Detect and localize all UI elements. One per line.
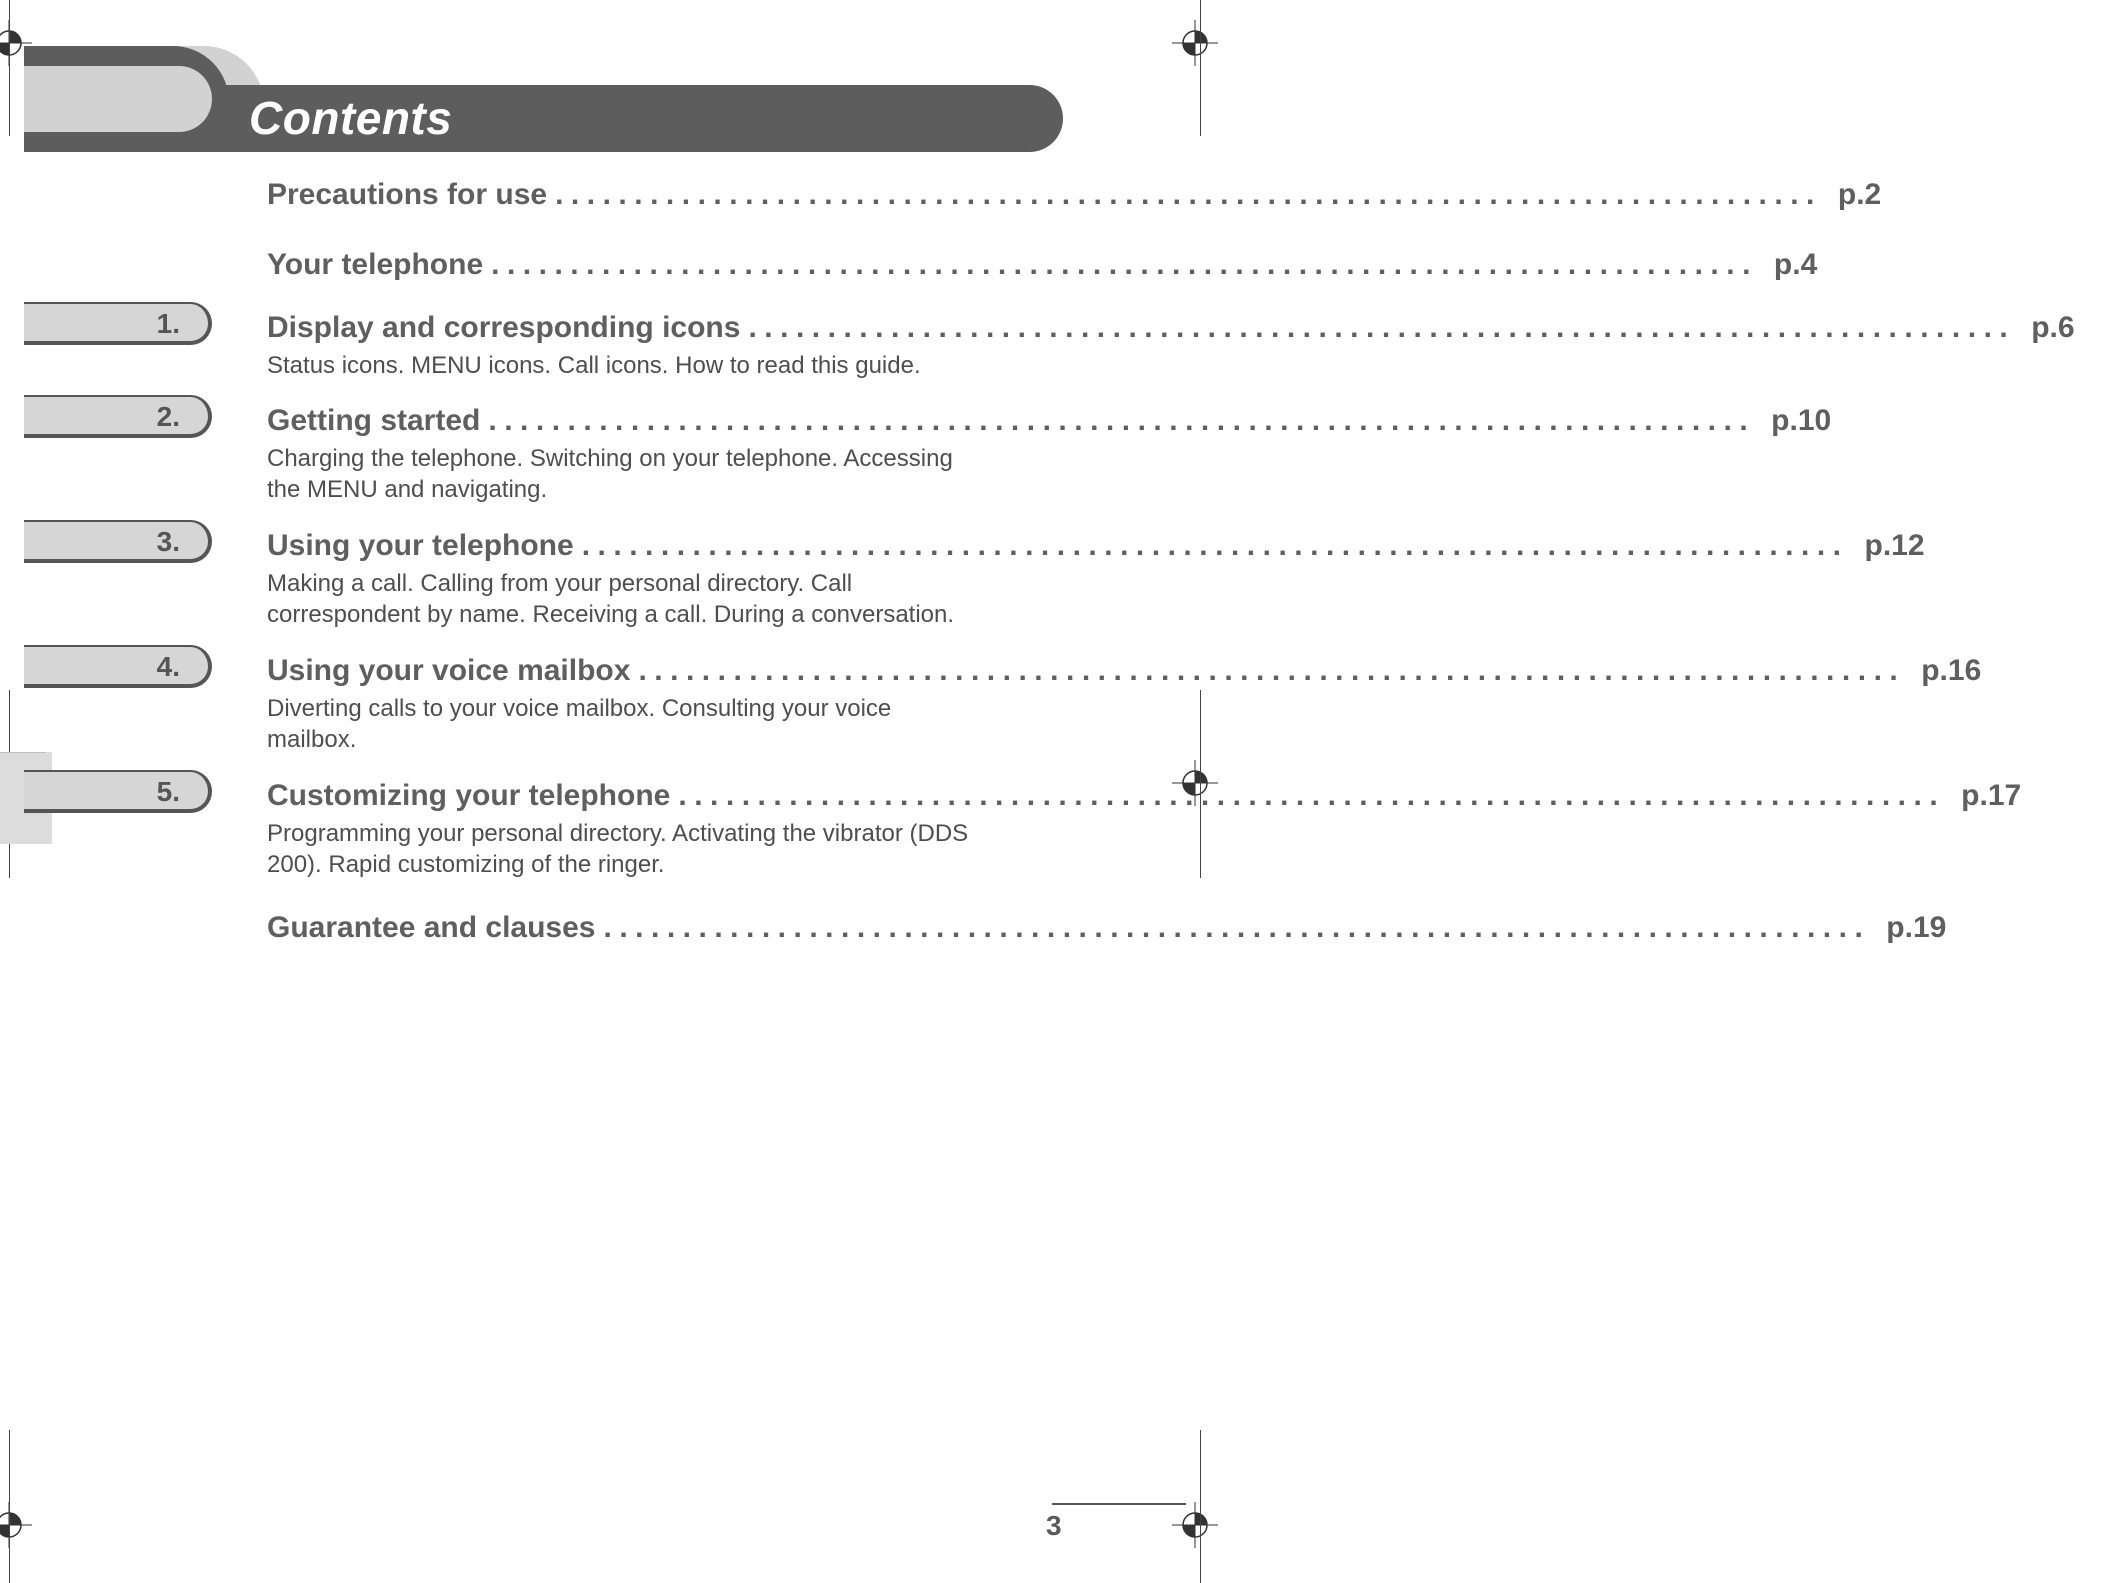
chapter-tab-label: 1. bbox=[156, 308, 180, 339]
toc-entry[interactable] bbox=[267, 401, 1832, 505]
footer-rule bbox=[1052, 1503, 1186, 1505]
toc-entry-line bbox=[267, 175, 1882, 215]
toc-entry[interactable] bbox=[267, 776, 2022, 880]
toc-entry-page: p.16 bbox=[1921, 654, 1982, 687]
toc-entry-description: Diverting calls to your voice mailbox. Consulting your voice mailbox. bbox=[267, 695, 892, 753]
toc-entry-title: Using your voice mailbox bbox=[267, 654, 631, 687]
toc-entry-title: Display and corresponding icons bbox=[267, 311, 741, 344]
toc-entry-title: Using your telephone bbox=[267, 529, 574, 562]
toc-entry-title: Your telephone bbox=[267, 248, 484, 281]
toc-entry[interactable] bbox=[267, 651, 1982, 755]
chapter-tab-label: 3. bbox=[156, 526, 180, 557]
toc-entry-description: Programming your personal directory. Activating the vibrator (DDS 200). Rapid customizing of the ringer. bbox=[267, 820, 969, 878]
toc-entry-page: p.17 bbox=[1961, 779, 2022, 812]
toc-entry-title: Precautions for use bbox=[267, 178, 548, 211]
toc-entry-page: p.6 bbox=[2031, 311, 2075, 344]
toc-leader-dots: ................................................................................ bbox=[555, 178, 1822, 211]
toc-leader-dots: ................................................................................ bbox=[491, 248, 1758, 281]
toc-entry[interactable] bbox=[267, 908, 1947, 948]
toc-leader-dots: ................................................................................ bbox=[748, 311, 2016, 344]
toc-leader-dots: ................................................................................ bbox=[638, 654, 1906, 687]
toc-entry-line bbox=[267, 308, 2075, 348]
toc-entry-page: p.12 bbox=[1864, 529, 1925, 562]
toc-entry[interactable] bbox=[267, 175, 1882, 215]
toc-entry-description: Making a call. Calling from your personal directory. Call correspondent by name. Receiving a call. During a conversation. bbox=[267, 570, 955, 628]
toc-entry-title: Customizing your telephone bbox=[267, 779, 671, 812]
chapter-tab-label: 2. bbox=[156, 401, 180, 432]
toc-entry-title: Getting started bbox=[267, 404, 481, 437]
toc-leader-dots: ................................................................................ bbox=[603, 911, 1871, 944]
page-number: 3 bbox=[1046, 1510, 1062, 1541]
toc-leader-dots: ................................................................................ bbox=[581, 529, 1849, 562]
toc-leader-dots: ................................................................................ bbox=[678, 779, 1946, 812]
toc-entry-title: Guarantee and clauses bbox=[267, 911, 596, 944]
toc-entry[interactable] bbox=[267, 308, 2075, 381]
toc-entry-page: p.19 bbox=[1886, 911, 1947, 944]
toc-entry-description: Status icons. MENU icons. Call icons. How to read this guide. bbox=[267, 352, 921, 379]
toc-entry-page: p.2 bbox=[1837, 178, 1882, 211]
chapter-tab-label: 5. bbox=[156, 776, 180, 807]
toc-entry-line bbox=[267, 651, 1982, 691]
toc-entry-page: p.10 bbox=[1771, 404, 1832, 437]
toc-entry-page: p.4 bbox=[1773, 248, 1818, 281]
toc-entry-description: Charging the telephone. Switching on your telephone. Accessing the MENU and navigating. bbox=[267, 445, 953, 503]
toc-leader-dots: ................................................................................ bbox=[488, 404, 1756, 437]
toc-entry-line bbox=[267, 776, 2022, 816]
toc-entry[interactable] bbox=[267, 526, 1925, 630]
page-title: Contents bbox=[249, 92, 453, 144]
chapter-tab-label: 4. bbox=[156, 651, 180, 682]
toc-entry-line bbox=[267, 526, 1925, 566]
toc-entry[interactable] bbox=[267, 245, 1818, 285]
toc-entry-line bbox=[267, 245, 1818, 285]
toc-entry-line bbox=[267, 401, 1832, 441]
toc-entry-line bbox=[267, 908, 1947, 948]
